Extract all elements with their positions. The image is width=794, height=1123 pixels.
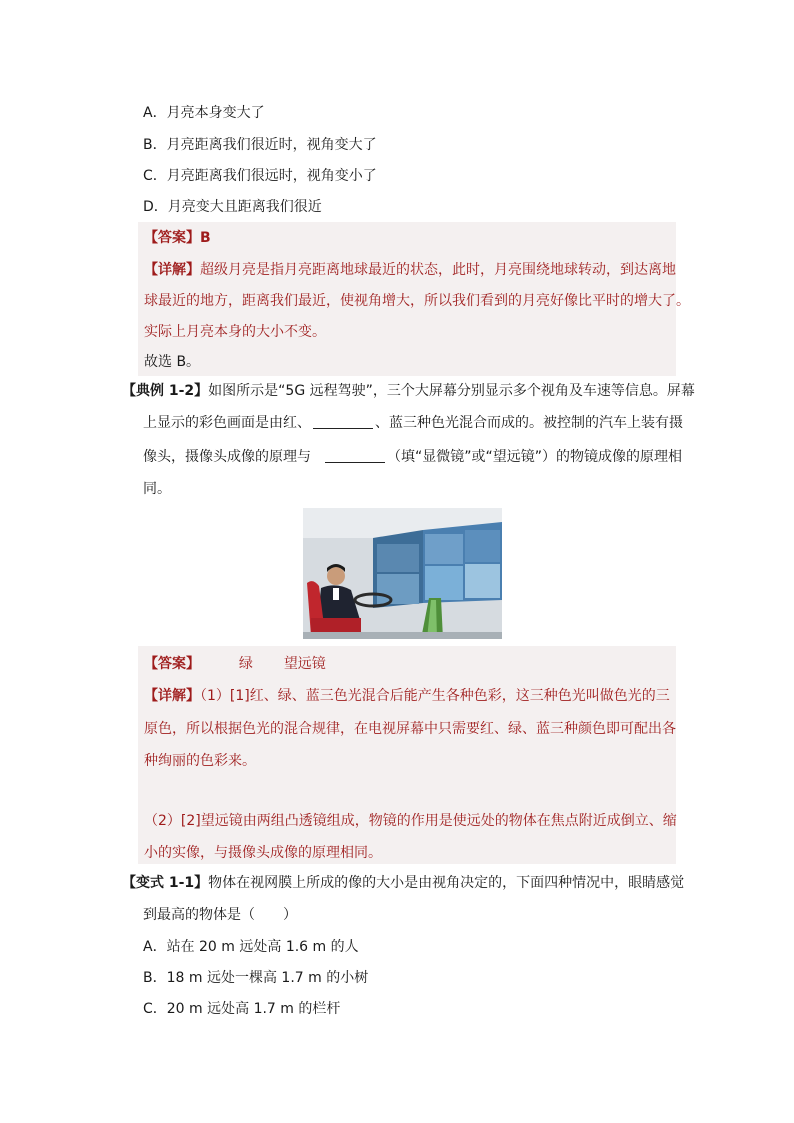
detail-line: 球最近的地方，距离我们最近，使视角增大，所以我们看到的月亮好像比平时的增大了。 bbox=[144, 293, 690, 309]
answer-box-2 bbox=[138, 646, 676, 864]
blank-1[interactable] bbox=[313, 414, 373, 429]
example-line-1: 【典例 1-2】如图所示是“5G 远程驾驶”，三个大屏幕分别显示多个视角及车速等信息。屏幕 bbox=[122, 383, 695, 399]
blank-2[interactable] bbox=[325, 448, 385, 463]
option-d: D．月亮变大且距离我们很近 bbox=[143, 199, 322, 215]
answer-2: 望远镜 bbox=[283, 656, 326, 672]
detail-tag: 【详解】 bbox=[144, 262, 200, 278]
conclusion: 故选 B。 bbox=[144, 354, 201, 370]
answer-1: 绿 bbox=[238, 656, 253, 672]
detail-line: 实际上月亮本身的大小不变。 bbox=[144, 324, 326, 340]
detail-line: （2）[2]望远镜由两组凸透镜组成，物镜的作用是使远处的物体在焦点附近成倒立、缩 bbox=[144, 813, 677, 829]
answer-tag: 【答案】 bbox=[144, 230, 200, 246]
option-b: B．18 m 远处一棵高 1.7 m 的小树 bbox=[143, 970, 369, 986]
detail-line: 原色，所以根据色光的混合规律，在电视屏幕中只需要红、绿、蓝三种颜色即可配出各 bbox=[144, 721, 676, 737]
option-c: C．月亮距离我们很远时，视角变小了 bbox=[143, 168, 377, 184]
answer-tag: 【答案】 bbox=[144, 656, 200, 672]
detail-line: 超级月亮是指月亮距离地球最近的状态，此时，月亮围绕地球转动，到达离地 bbox=[200, 262, 676, 278]
detail-line: 小的实像，与摄像头成像的原理相同。 bbox=[144, 845, 382, 861]
detail-line: 种绚丽的色彩来。 bbox=[144, 753, 256, 769]
option-c: C．20 m 远处高 1.7 m 的栏杆 bbox=[143, 1001, 341, 1017]
example-line-2: 上显示的彩色画面是由红、 、蓝三种色光混合而成的。被控制的汽车上装有摄 bbox=[143, 415, 683, 431]
remote-driving-photo bbox=[303, 508, 502, 639]
example-tag: 【典例 1-2】 bbox=[122, 383, 209, 399]
detail-line: （1）[1]红、绿、蓝三色光混合后能产生各种色彩，这三种色光叫做色光的三 bbox=[200, 688, 670, 704]
option-a: A．月亮本身变大了 bbox=[143, 105, 265, 121]
option-b: B．月亮距离我们很近时，视角变大了 bbox=[143, 137, 377, 153]
answer-box-1 bbox=[138, 222, 690, 376]
variant-line-2: 到最高的物体是（ ） bbox=[143, 907, 297, 923]
variant-line-1: 【变式 1-1】物体在视网膜上所成的像的大小是由视角决定的，下面四种情况中，眼睛感觉 bbox=[122, 875, 685, 891]
answer-value: B bbox=[200, 230, 211, 246]
example-line-4: 同。 bbox=[143, 481, 171, 497]
remote-driving-illustration bbox=[303, 508, 502, 639]
variant-tag: 【变式 1-1】 bbox=[122, 875, 209, 891]
detail-tag: 【详解】 bbox=[144, 688, 200, 704]
option-a: A．站在 20 m 远处高 1.6 m 的人 bbox=[143, 939, 359, 955]
example-line-3: 像头，摄像头成像的原理与 （填“显微镜”或“望远镜”）的物镜成像的原理相 bbox=[143, 449, 683, 465]
